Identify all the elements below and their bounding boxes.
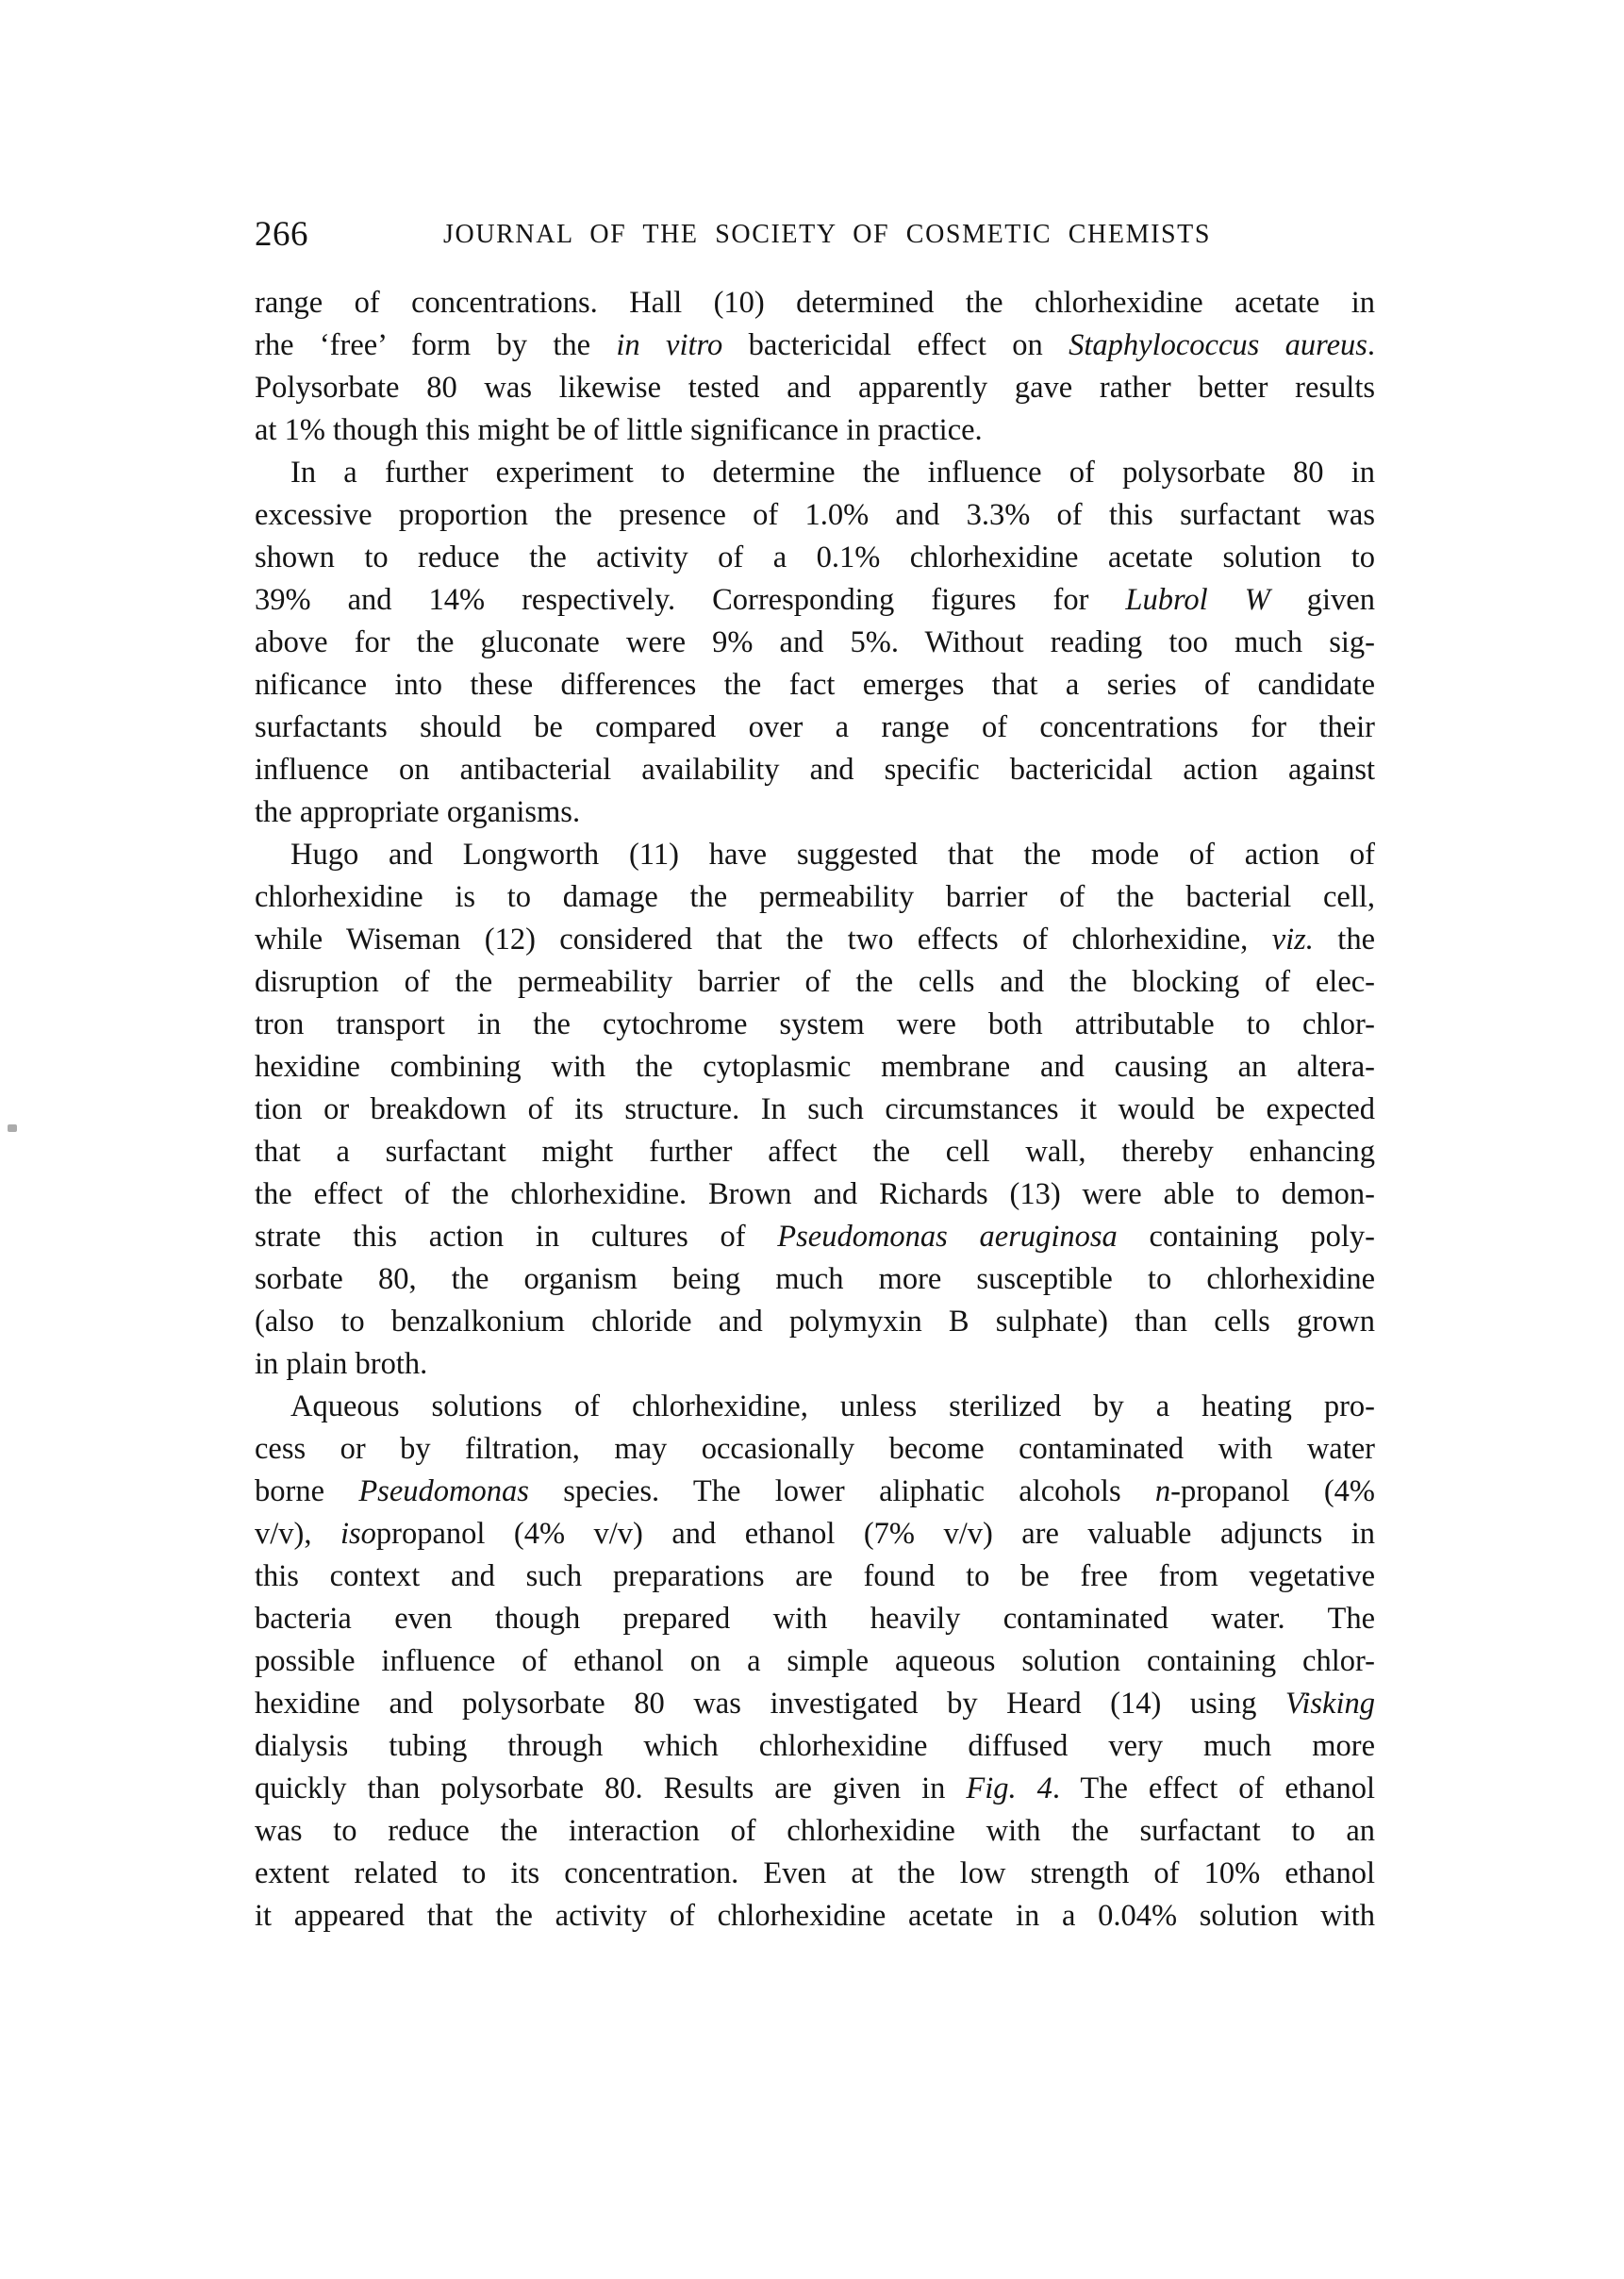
text-line: In a further experiment to determine the influence of polysorbate 80 in	[290, 456, 1375, 490]
text-line: while Wiseman (12) considered that the two effects of chlorhexidine, viz. the	[255, 923, 1375, 957]
text-line: quickly than polysorbate 80. Results are given in Fig. 4. The effect of ethanol	[255, 1772, 1375, 1805]
scan-speck-artifact	[8, 1124, 17, 1132]
text-line: 39% and 14% respectively. Corresponding figures for Lubrol W given	[255, 583, 1375, 617]
text-line: surfactants should be compared over a range of concentrations for their	[255, 710, 1375, 744]
text-line: hexidine combining with the cytoplasmic membrane and causing an altera-	[255, 1050, 1375, 1084]
text-line: Aqueous solutions of chlorhexidine, unless sterilized by a heating pro-	[290, 1389, 1375, 1423]
text-line: borne Pseudomonas species. The lower aliphatic alcohols n-propanol (4%	[255, 1474, 1375, 1508]
text-line: chlorhexidine is to damage the permeability barrier of the bacterial cell,	[255, 880, 1375, 914]
paragraph	[255, 834, 1375, 1386]
text-line: disruption of the permeability barrier of the cells and the blocking of elec-	[255, 965, 1375, 999]
text-line: bacteria even though prepared with heavily contaminated water. The	[255, 1602, 1375, 1636]
text-line: nificance into these differences the fact emerges that a series of candidate	[255, 668, 1375, 702]
text-line: was to reduce the interaction of chlorhexidine with the surfactant to an	[255, 1814, 1375, 1848]
text-line: in plain broth.	[255, 1347, 428, 1381]
text-line: (also to benzalkonium chloride and polymyxin B sulphate) than cells grown	[255, 1305, 1375, 1339]
text-line: at 1% though this might be of little significance in practice.	[255, 413, 983, 447]
running-head	[255, 214, 1375, 252]
text-line: strate this action in cultures of Pseudomonas aeruginosa containing poly-	[255, 1220, 1375, 1254]
text-line: sorbate 80, the organism being much more susceptible to chlorhexidine	[255, 1262, 1375, 1296]
text-line: that a surfactant might further affect the cell wall, thereby enhancing	[255, 1135, 1375, 1169]
text-line: tron transport in the cytochrome system were both attributable to chlor-	[255, 1007, 1375, 1041]
text-line: extent related to its concentration. Even at the low strength of 10% ethanol	[255, 1856, 1375, 1890]
text-line: the appropriate organisms.	[255, 795, 581, 829]
text-line: dialysis tubing through which chlorhexidine diffused very much more	[255, 1729, 1375, 1763]
text-line: excessive proportion the presence of 1.0% and 3.3% of this surfactant was	[255, 498, 1375, 532]
paragraph	[255, 452, 1375, 834]
body-text	[255, 282, 1375, 1938]
text-line: this context and such preparations are found to be free from vegetative	[255, 1559, 1375, 1593]
text-line: above for the gluconate were 9% and 5%. Without reading too much sig-	[255, 625, 1375, 659]
text-line: tion or breakdown of its structure. In such circumstances it would be expected	[255, 1092, 1375, 1126]
page-number: 266	[255, 215, 308, 254]
text-line: shown to reduce the activity of a 0.1% chlorhexidine acetate solution to	[255, 541, 1375, 574]
text-line: possible influence of ethanol on a simple aqueous solution containing chlor-	[255, 1644, 1375, 1678]
text-line: it appeared that the activity of chlorhexidine acetate in a 0.04% solution with	[255, 1899, 1375, 1933]
text-line: cess or by filtration, may occasionally become contaminated with water	[255, 1432, 1375, 1466]
paragraph	[255, 282, 1375, 452]
paragraph	[255, 1386, 1375, 1938]
text-line: rhe ‘free’ form by the in vitro bactericidal effect on Staphylococcus aureus.	[255, 328, 1375, 362]
text-line: Polysorbate 80 was likewise tested and apparently gave rather better results	[255, 371, 1375, 405]
journal-title: JOURNAL OF THE SOCIETY OF COSMETIC CHEMISTS	[443, 220, 1212, 249]
text-line: v/v), isopropanol (4% v/v) and ethanol (7% v/v) are valuable adjuncts in	[255, 1517, 1375, 1551]
text-line: the effect of the chlorhexidine. Brown and Richards (13) were able to demon-	[255, 1177, 1375, 1211]
text-line: range of concentrations. Hall (10) determined the chlorhexidine acetate in	[255, 286, 1375, 320]
text-line: Hugo and Longworth (11) have suggested that the mode of action of	[290, 838, 1375, 872]
text-line: influence on antibacterial availability and specific bactericidal action against	[255, 753, 1375, 787]
text-line: hexidine and polysorbate 80 was investigated by Heard (14) using Visking	[255, 1687, 1375, 1721]
